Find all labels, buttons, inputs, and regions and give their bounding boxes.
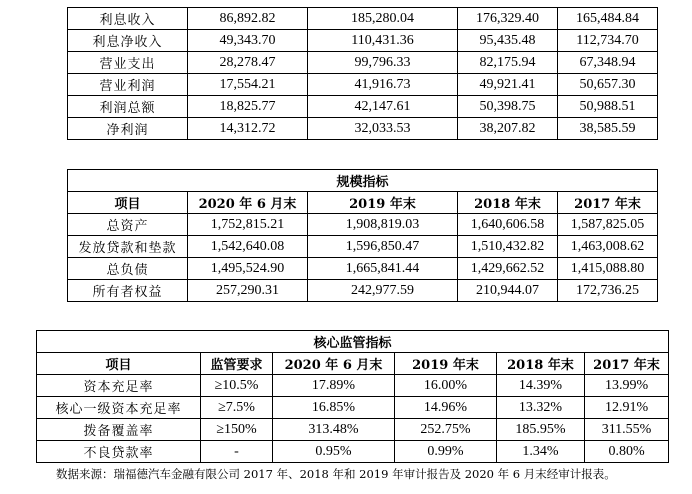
cell-value: 50,657.30 bbox=[558, 74, 658, 96]
cell-value: 16.85% bbox=[273, 397, 395, 419]
column-header: 项目 bbox=[37, 353, 201, 375]
column-header: 监管要求 bbox=[201, 353, 273, 375]
table-row bbox=[68, 236, 658, 258]
row-label: 利润总额 bbox=[68, 96, 188, 118]
table-row bbox=[68, 8, 658, 30]
table-row bbox=[68, 258, 658, 280]
table-row bbox=[37, 419, 669, 441]
table-row bbox=[68, 96, 658, 118]
row-label: 总负债 bbox=[68, 258, 188, 280]
cell-value: 28,278.47 bbox=[188, 52, 308, 74]
column-header: 2018 年末 bbox=[497, 353, 585, 375]
cell-value: 42,147.61 bbox=[308, 96, 458, 118]
cell-value: 172,736.25 bbox=[558, 280, 658, 302]
cell-value: 38,207.82 bbox=[458, 118, 558, 140]
cell-value: 13.32% bbox=[497, 397, 585, 419]
table-row bbox=[68, 214, 658, 236]
cell-value: ≥10.5% bbox=[201, 375, 273, 397]
cell-value: 313.48% bbox=[273, 419, 395, 441]
table-title: 核心监管指标 bbox=[37, 331, 669, 353]
table-row bbox=[37, 441, 669, 463]
table-row bbox=[68, 280, 658, 302]
cell-value: 49,343.70 bbox=[188, 30, 308, 52]
cell-value: 0.80% bbox=[585, 441, 669, 463]
cell-value: 99,796.33 bbox=[308, 52, 458, 74]
row-label: 核心一级资本充足率 bbox=[37, 397, 201, 419]
cell-value: 1,752,815.21 bbox=[188, 214, 308, 236]
row-label: 所有者权益 bbox=[68, 280, 188, 302]
row-label: 发放贷款和垫款 bbox=[68, 236, 188, 258]
cell-value: ≥7.5% bbox=[201, 397, 273, 419]
cell-value: 18,825.77 bbox=[188, 96, 308, 118]
cell-value: 50,988.51 bbox=[558, 96, 658, 118]
row-label: 利息净收入 bbox=[68, 30, 188, 52]
row-label: 拨备覆盖率 bbox=[37, 419, 201, 441]
cell-value: 86,892.82 bbox=[188, 8, 308, 30]
cell-value: 1,596,850.47 bbox=[308, 236, 458, 258]
row-label: 不良贷款率 bbox=[37, 441, 201, 463]
cell-value: 38,585.59 bbox=[558, 118, 658, 140]
cell-value: 17,554.21 bbox=[188, 74, 308, 96]
cell-value: 176,329.40 bbox=[458, 8, 558, 30]
table-row bbox=[68, 52, 658, 74]
cell-value: 242,977.59 bbox=[308, 280, 458, 302]
column-header: 2020 年 6 月末 bbox=[188, 192, 308, 214]
cell-value: 1,587,825.05 bbox=[558, 214, 658, 236]
column-header: 项目 bbox=[68, 192, 188, 214]
cell-value: 1,908,819.03 bbox=[308, 214, 458, 236]
cell-value: 16.00% bbox=[395, 375, 497, 397]
table-row bbox=[68, 74, 658, 96]
cell-value: 0.99% bbox=[395, 441, 497, 463]
scale-table bbox=[67, 169, 658, 302]
cell-value: 49,921.41 bbox=[458, 74, 558, 96]
cell-value: 1,429,662.52 bbox=[458, 258, 558, 280]
cell-value: 95,435.48 bbox=[458, 30, 558, 52]
column-header: 2018 年末 bbox=[458, 192, 558, 214]
table-header-row bbox=[37, 353, 669, 375]
cell-value: 1,665,841.44 bbox=[308, 258, 458, 280]
cell-value: 14.39% bbox=[497, 375, 585, 397]
cell-value: 257,290.31 bbox=[188, 280, 308, 302]
cell-value: 252.75% bbox=[395, 419, 497, 441]
row-label: 营业利润 bbox=[68, 74, 188, 96]
cell-value: 50,398.75 bbox=[458, 96, 558, 118]
table-row bbox=[37, 397, 669, 419]
row-label: 营业支出 bbox=[68, 52, 188, 74]
column-header: 2019 年末 bbox=[308, 192, 458, 214]
cell-value: 1,510,432.82 bbox=[458, 236, 558, 258]
cell-value: ≥150% bbox=[201, 419, 273, 441]
table-row bbox=[68, 118, 658, 140]
row-label: 净利润 bbox=[68, 118, 188, 140]
row-label: 资本充足率 bbox=[37, 375, 201, 397]
cell-value: 41,916.73 bbox=[308, 74, 458, 96]
cell-value: 82,175.94 bbox=[458, 52, 558, 74]
row-label: 利息收入 bbox=[68, 8, 188, 30]
cell-value: 1,640,606.58 bbox=[458, 214, 558, 236]
column-header: 2017 年末 bbox=[558, 192, 658, 214]
table-title: 规模指标 bbox=[68, 170, 658, 192]
cell-value: 1,415,088.80 bbox=[558, 258, 658, 280]
table-title-row bbox=[68, 170, 658, 192]
cell-value: 1,542,640.08 bbox=[188, 236, 308, 258]
cell-value: 17.89% bbox=[273, 375, 395, 397]
cell-value: 14,312.72 bbox=[188, 118, 308, 140]
cell-value: 1,495,524.90 bbox=[188, 258, 308, 280]
cell-value: 12.91% bbox=[585, 397, 669, 419]
table-row bbox=[68, 30, 658, 52]
row-label: 总资产 bbox=[68, 214, 188, 236]
income-table bbox=[67, 7, 658, 140]
column-header: 2017 年末 bbox=[585, 353, 669, 375]
cell-value: 210,944.07 bbox=[458, 280, 558, 302]
cell-value: 185.95% bbox=[497, 419, 585, 441]
cell-value: 112,734.70 bbox=[558, 30, 658, 52]
table-row bbox=[37, 375, 669, 397]
source-note: 数据来源：瑞福德汽车金融有限公司 2017 年、2018 年和 2019 年审计报告及 2020 年 6 月末经审计报表。 bbox=[56, 467, 616, 481]
cell-value: 165,484.84 bbox=[558, 8, 658, 30]
cell-value: 14.96% bbox=[395, 397, 497, 419]
cell-value: 67,348.94 bbox=[558, 52, 658, 74]
cell-value: 185,280.04 bbox=[308, 8, 458, 30]
cell-value: 13.99% bbox=[585, 375, 669, 397]
cell-value: 311.55% bbox=[585, 419, 669, 441]
regulatory-table bbox=[36, 330, 669, 463]
table-title-row bbox=[37, 331, 669, 353]
cell-value: 1.34% bbox=[497, 441, 585, 463]
cell-value: 0.95% bbox=[273, 441, 395, 463]
cell-value: 110,431.36 bbox=[308, 30, 458, 52]
column-header: 2020 年 6 月末 bbox=[273, 353, 395, 375]
cell-value: 1,463,008.62 bbox=[558, 236, 658, 258]
cell-value: 32,033.53 bbox=[308, 118, 458, 140]
table-header-row bbox=[68, 192, 658, 214]
cell-value: - bbox=[201, 441, 273, 463]
column-header: 2019 年末 bbox=[395, 353, 497, 375]
